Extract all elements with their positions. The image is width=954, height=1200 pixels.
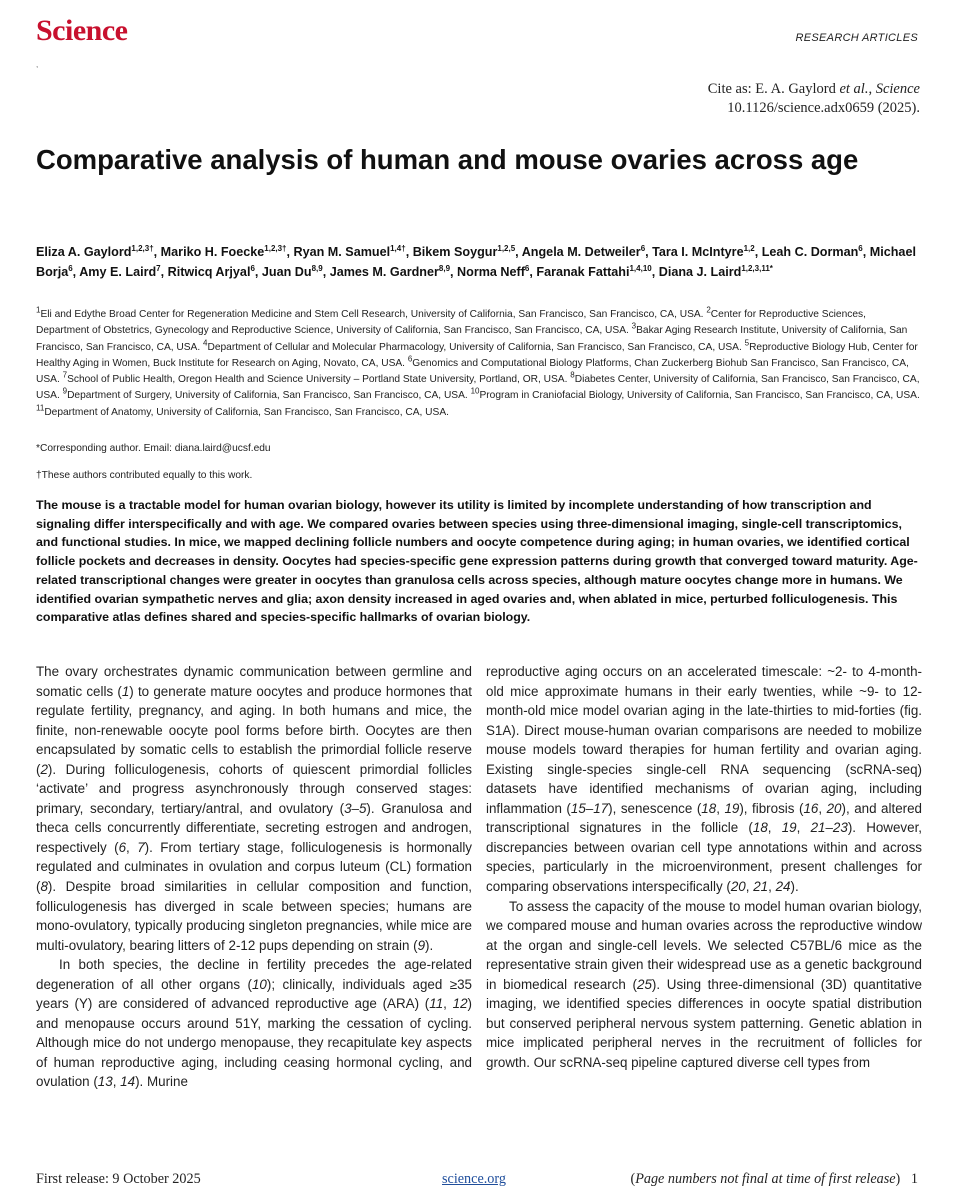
author-name <box>294 245 406 259</box>
reference-number[interactable]: 20 <box>730 879 746 895</box>
reference-number[interactable]: 9 <box>417 937 426 953</box>
author-affiliation-sup: 1,2 <box>743 243 755 253</box>
body-text: ), fibrosis ( <box>739 800 804 816</box>
body-column-right <box>486 662 922 1072</box>
affiliation-text: Diabetes Center, University of California, San Francisco, San Francisco, CA, USA. <box>36 374 920 402</box>
author-affiliation-sup: 1,4,10 <box>629 263 652 273</box>
reference-number[interactable]: 25 <box>637 976 652 992</box>
affiliation-sup: 2 <box>706 305 711 315</box>
reference-number[interactable]: 18 <box>752 820 768 836</box>
body-text: , <box>796 820 811 836</box>
body-text: , <box>767 820 782 836</box>
affiliation-sup: 7 <box>62 370 68 380</box>
affiliation-sup: 11 <box>36 403 45 413</box>
author-name-text: James M. Gardner <box>329 265 439 279</box>
author-name-text: Mariko H. Foecke <box>160 245 265 259</box>
reference-number[interactable]: 13 <box>97 1074 113 1090</box>
reference-number[interactable]: 18 <box>701 800 717 816</box>
author-name <box>652 245 755 259</box>
body-paragraph <box>36 955 472 1092</box>
reference-number[interactable]: 7 <box>137 839 145 855</box>
body-text: ). During folliculogenesis, cohorts of quiescent primordial follicles ‘activate’ and progress asynchronously through conserved stages: primary, secondary, tertiary/antral, and ovulatory ( <box>36 761 472 816</box>
body-text: , <box>768 879 776 895</box>
page-number: 1 <box>910 1171 918 1187</box>
author-name <box>161 245 287 259</box>
affiliation-sup: 6 <box>407 354 413 364</box>
reference-number[interactable]: 10 <box>251 976 267 992</box>
author-name-text: Eliza A. Gaylord <box>36 245 132 259</box>
citation-doi[interactable]: 10.1126/science.adx0659 (2025). <box>727 100 920 116</box>
body-text: ). Granulosa and theca cells concurrently differentiate, secreting estrogen and androgen, respectively ( <box>36 800 473 855</box>
affiliation-text: Program in Craniofacial Biology, University of California, San Francisco, San Francisco, CA, USA. <box>479 390 920 402</box>
body-text: , <box>112 1074 121 1090</box>
body-text: ). <box>425 937 434 953</box>
reference-number[interactable]: 11 <box>429 996 444 1012</box>
reference-number[interactable]: 21 <box>753 879 769 895</box>
body-text: ). Murine <box>135 1074 188 1090</box>
affiliation-sup: 3 <box>631 321 637 331</box>
reference-number[interactable]: 1 <box>121 683 130 699</box>
body-text: ) and menopause occurs around 51Y, marking the cessation of cycling. Although mice do not undergo menopause, they recapitulate key aspects of human reproductive aging, including ceasing hormonal cycling, and ovulation ( <box>36 996 472 1090</box>
author-affiliation-sup: 6 <box>524 263 530 273</box>
author-name-text: Leah C. Dorman <box>761 245 859 259</box>
author-affiliation-sup: 1,2,3,11* <box>741 263 773 273</box>
body-text: ). <box>790 879 799 895</box>
body-text: In both species, the decline in fertility precedes the age-related degeneration of all other organs ( <box>36 957 472 992</box>
affiliation-text: School of Public Health, Oregon Health and Science University – Portland State University, Portland, OR, USA. <box>67 374 571 386</box>
body-text: , <box>818 800 827 816</box>
author-name <box>262 265 323 279</box>
science-org-link[interactable]: science.org <box>442 1171 506 1187</box>
body-text: ); clinically, individuals aged ≥35 years (Y) are considered of advanced reproductive age (ARA) ( <box>36 976 472 1012</box>
author-name <box>659 265 773 279</box>
body-text: ). However, discrepancies between ovarian cell type annotations within and across species, particularly in the microenvironment, present challenges for comparing observations interspecifically ( <box>486 820 923 895</box>
author-affiliation-sup: 1,2,5 <box>497 243 516 253</box>
author-affiliation-sup: 8,9 <box>438 263 451 273</box>
author-name <box>36 245 154 259</box>
author-name <box>457 265 529 279</box>
body-text: , <box>443 996 453 1012</box>
citation-block <box>708 80 920 118</box>
reference-number[interactable]: 19 <box>724 800 740 816</box>
body-text: ), and altered transcriptional signatures in the follicle ( <box>486 800 922 836</box>
author-name-text: Ritwicq Arjyal <box>167 265 251 279</box>
author-affiliation-sup: 1,4† <box>390 243 406 253</box>
affiliation-sup: 1 <box>36 305 41 315</box>
abstract: The mouse is a tractable model for human ovarian biology, however its utility is limited by incomplete understanding of how transcription and signaling differ interspecifically and with age. We compared ovaries between species using three-dimensional imaging, single-cell transcriptomics, and functional studies. In mice, we mapped declining follicle numbers and oocyte competence during aging; in human ovaries, we identified cortical follicle pockets and decreases in density. Oocytes had species-specific gene expression patterns during growth that converged toward maturity. Age-related transcriptional changes were greater in oocytes than granulosa cells across species, although mature oocytes change more in humans. We identified ovarian sympathetic nerves and glia; axon density increased in aged ovaries and, when ablated in mice, perturbed folliculogenesis. This comparative atlas defines shared and species-specific hallmarks of ovarian biology. <box>36 498 918 625</box>
author-name-text: Juan Du <box>261 265 312 279</box>
author-name-text: Norma Neff <box>457 265 525 279</box>
page-note-close: ) <box>895 1171 901 1187</box>
reference-number[interactable]: 3–5 <box>344 800 367 816</box>
author-name-text: Diana J. Laird <box>658 265 742 279</box>
citation-etal: et al. <box>839 81 869 97</box>
reference-number[interactable]: 8 <box>40 879 48 895</box>
reference-number[interactable]: 24 <box>775 879 791 895</box>
affiliation-text: Department of Anatomy, University of California, San Francisco, San Francisco, CA, USA. <box>44 406 449 418</box>
author-name-text: Tara I. McIntyre <box>652 245 744 259</box>
body-paragraph <box>36 662 472 955</box>
author-name-text: Amy E. Laird <box>79 265 157 279</box>
article-title: Comparative analysis of human and mouse ovaries across age <box>36 144 859 175</box>
affiliation-text: Genomics and Computational Biology Platforms, Chan Zuckerberg Biohub San Francisco, San Francisco, CA, USA. <box>36 357 909 386</box>
author-name-text: Ryan M. Samuel <box>293 245 391 259</box>
citation-journal: Science <box>875 81 920 97</box>
affiliation-text: Bakar Aging Research Institute, University of California, San Francisco, San Francisco, CA, USA. <box>36 325 908 353</box>
body-column-left <box>36 662 472 1092</box>
body-text: , <box>745 879 754 895</box>
author-name <box>762 245 863 259</box>
author-affiliation-sup: 8,9 <box>311 263 323 273</box>
author-affiliation-sup: 6 <box>250 263 255 273</box>
author-list: Eliza A. Gaylord$^{1,2,3\dagger}$, Mariko H. Foecke$^{1,2,3\dagger}$, Ryan M. Samuel$^{1,4\dagger}$, Bikem Soygur$^{1,2,5}$, Angela M. Detweiler$^6$, Tara I. McIntyre$^{1,2}$, Leah C. Dorman$^6$, Michael Borja$^6$, Amy E. Laird$^7$, Ritwicq Arjyal$^6$, Juan Du$^{8,9}$, James M. Gardner$^{8,9}$, Norma Neff$^6$, Faranak Fattahi$^{1,4,10}$, Diana J. Laird$^{1,2,3,11*}$ <box>36 243 916 279</box>
page-note-open: ( <box>630 1171 636 1187</box>
affiliation-text: Eli and Edythe Broad Center for Regeneration Medicine and Stem Cell Research, University of California, San Francisco, San Francisco, CA, USA. <box>40 309 707 320</box>
author-affiliation-sup: 7 <box>156 263 161 273</box>
author-affiliation-sup: 1,2,3† <box>264 243 287 253</box>
corresponding-author: *Corresponding author. Email: diana.laird@ucsf.edu <box>36 443 271 454</box>
author-name-text: Bikem Soygur <box>412 245 498 259</box>
author-name-text: Angela M. Detweiler <box>521 245 641 259</box>
body-text: ), senescence ( <box>608 800 702 816</box>
body-text: , <box>126 839 138 855</box>
reference-number[interactable]: 21–23 <box>810 820 848 836</box>
journal-logo[interactable]: Science <box>36 14 128 47</box>
author-affiliation-sup: 6 <box>858 243 863 253</box>
page-note-text: Page numbers not final at time of first release <box>635 1171 896 1187</box>
body-text: ). Using three-dimensional (3D) quantitative imaging, we identified species differences in oocyte spatial distribution but conserved peripheral nervous system patterning. Genetic ablation in mice implicated peripheral nerves in the recruitment of follicles for growth. Our scRNA-seq pipeline captured diverse cell types from <box>486 976 922 1070</box>
page-note <box>630 1171 918 1188</box>
reference-number[interactable]: 6 <box>118 839 127 855</box>
header-mark: , <box>36 60 39 69</box>
body-text: , <box>716 800 725 816</box>
affiliation-sup: 8 <box>570 370 575 380</box>
body-paragraph <box>486 897 922 1073</box>
affiliations <box>36 307 921 421</box>
affiliation-sup: 10 <box>470 387 480 397</box>
author-name <box>413 245 515 259</box>
reference-number[interactable]: 16 <box>803 800 819 816</box>
reference-number[interactable]: 15–17 <box>570 800 609 816</box>
reference-number[interactable]: 2 <box>40 761 48 777</box>
author-name-text: Faranak Fattahi <box>536 265 630 279</box>
author-name <box>168 265 255 279</box>
author-name <box>79 265 160 279</box>
reference-number[interactable]: 12 <box>452 996 468 1012</box>
affiliation-text: Department of Cellular and Molecular Pharmacology, University of California, San Francisco, San Francisco, CA, USA. <box>207 341 745 353</box>
author-affiliation-sup: 1,2,3† <box>131 243 154 253</box>
citation-line <box>708 80 920 99</box>
author-name-text: Michael Borja <box>36 245 916 279</box>
body-paragraph <box>486 662 922 897</box>
citation-sep: , <box>868 81 876 97</box>
author-name <box>536 265 651 279</box>
author-name <box>330 265 450 279</box>
reference-number[interactable]: 19 <box>781 820 797 836</box>
body-text: ) to generate mature oocytes and produce hormones that regulate fertility, pregnancy, and aging. In both humans and mice, the finite, non-renewable oocyte pool forms before birth. Oocytes are then encapsulated by somatic cells to establish the primordial follicle reserve ( <box>36 683 472 777</box>
citation-prefix: Cite as: E. A. Gaylord <box>707 81 840 97</box>
body-text: ). Despite broad similarities in cellular composition and function, folliculogenesis has diverged in scale between species; humans are mono-ovulatory, typically producing singleton pregnancies, while mice are multi-ovulatory, bearing litters of 2-12 pups depending on strain ( <box>36 879 472 953</box>
affiliation-text: Reproductive Biology Hub, Center for Healthy Aging in Women, Buck Institute for Research on Aging, Novato, CA, USA. <box>36 341 918 369</box>
equal-contribution-note: †These authors contributed equally to this work. <box>36 470 253 481</box>
affiliation-sup: 9 <box>62 387 68 397</box>
affiliation-text: Center for Reproductive Sciences, Department of Obstetrics, Gynecology and Reproductive Science, University of California, San Francisco, San Francisco, CA, USA. <box>36 309 866 337</box>
body-text: To assess the capacity of the mouse to model human ovarian biology, we compared mouse and human ovaries across the reproductive window at the organ and single-cell levels. We selected C57BL/6 mice as the representative strain given their widespread use as a genetic background in biomedical research ( <box>486 898 922 992</box>
reference-number[interactable]: 20 <box>826 800 842 816</box>
author-affiliation-sup: 6 <box>640 243 646 253</box>
author-affiliation-sup: 6 <box>68 263 73 273</box>
section-label: RESEARCH ARTICLES <box>795 32 918 44</box>
first-release-date: First release: 9 October 2025 <box>36 1171 201 1187</box>
affiliation-sup: 5 <box>744 338 750 348</box>
affiliation-sup: 4 <box>203 338 208 348</box>
reference-number[interactable]: 14 <box>120 1074 136 1090</box>
affiliation-text: Department of Surgery, University of California, San Francisco, San Francisco, CA, USA. <box>67 390 471 402</box>
body-text: ). From tertiary stage, folliculogenesis is hormonally regulated and culminates in ovulation and corpus luteum (CL) formation ( <box>36 839 472 895</box>
body-text: The ovary orchestrates dynamic communication between germline and somatic cells ( <box>36 664 472 699</box>
body-text: reproductive aging occurs on an accelerated timescale: ~2- to 4-month-old mice approximate humans in their early twenties, while ~9- to 12-month-old mice model ovarian aging in the late-thirties to mid-forties (fig. S1A). Direct mouse-human ovarian comparisons are needed to mobilize mouse models toward therapies for human fertility and ovarian aging. Existing single-species single-cell RNA sequencing (scRNA-seq) datasets have identified mechanisms of ovarian aging, including inflammation ( <box>486 664 922 816</box>
author-name <box>522 245 645 259</box>
